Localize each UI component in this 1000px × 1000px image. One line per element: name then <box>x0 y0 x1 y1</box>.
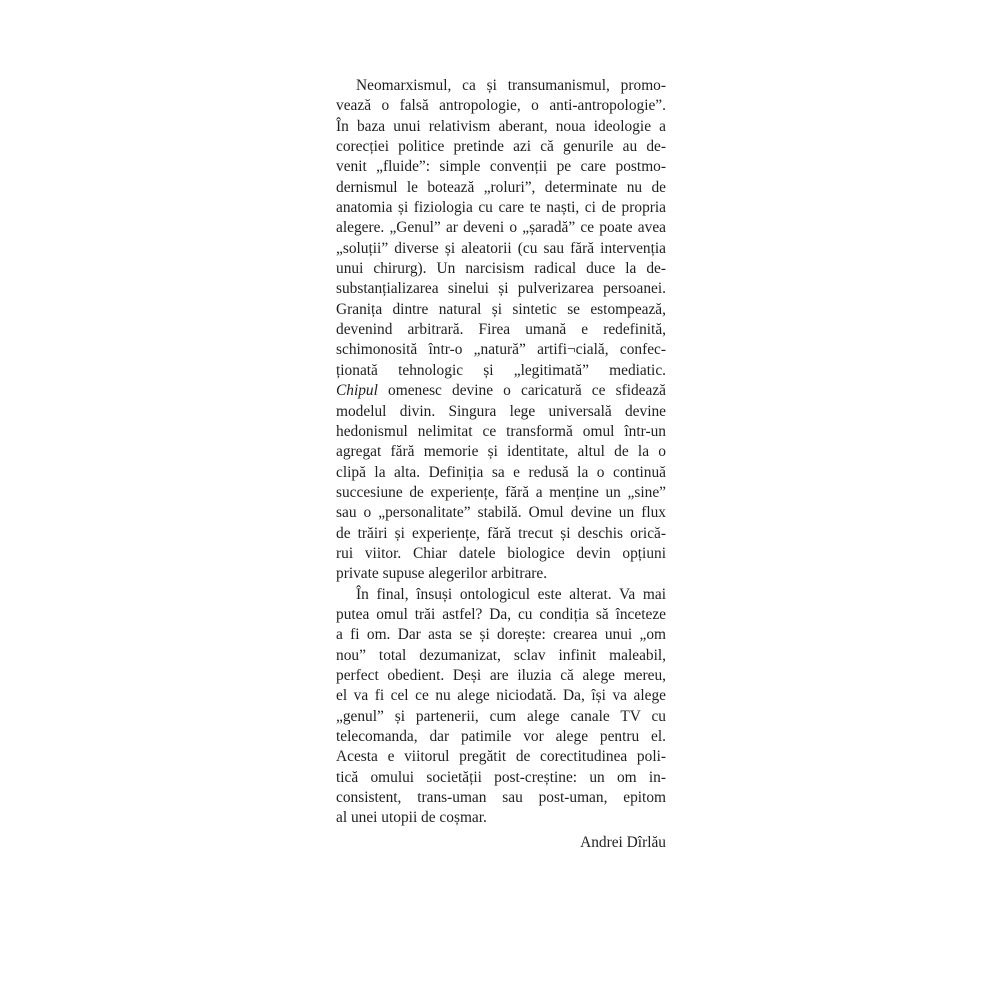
text-line: alegere. „Genul” ar deveni o „șaradă” ce poate avea <box>336 219 666 237</box>
text-line: Acesta e viitorul pregătit de corectitudinea poli- <box>336 748 666 766</box>
text-line: de trăiri și experiențe, fără trecut și deschis orică- <box>336 524 666 542</box>
text-line: a fi om. Dar asta se și dorește: crearea unui „om <box>336 626 666 644</box>
text-line: tică omului societății post-creștine: un om in- <box>336 768 666 786</box>
paragraph-2 <box>336 585 666 829</box>
text-line: dernismul le botează „roluri”, determinate nu de <box>336 178 666 196</box>
blurb-text <box>336 76 666 853</box>
text-line-rest: omenesc devine o caricatură ce sfidează <box>388 382 666 400</box>
text-line: putea omul trăi astfel? Da, cu condiția să înceteze <box>336 605 666 623</box>
text-line: hedonismul nelimitat ce transformă omul într-un <box>336 422 666 440</box>
text-line: el va fi cel ce nu alege niciodată. Da, își va alege <box>336 687 666 705</box>
text-line: perfect obedient. Deși are iluzia că alege mereu, <box>336 666 666 684</box>
text-line: În baza unui relativism aberant, noua ideologie a <box>336 117 666 135</box>
text-line: „soluții” diverse și aleatorii (cu sau fără intervenția <box>336 239 666 257</box>
text-line: corecției politice pretinde azi că genurile au de- <box>336 138 666 156</box>
text-line: anatomia și fiziologia cu care te naști, ci de propria <box>336 199 666 217</box>
paragraph-1 <box>336 76 666 585</box>
text-line-with-italic <box>336 381 666 401</box>
text-line: al unei utopii de coșmar. <box>336 809 487 827</box>
text-line: private supuse alegerilor arbitrare. <box>336 565 548 583</box>
text-line: Granița dintre natural și sintetic se estompează, <box>336 300 666 318</box>
text-line: ționată tehnologic și „legitimată” mediatic. <box>336 361 666 379</box>
text-line: vează o falsă antropologie, o anti-antropologie”. <box>336 97 666 115</box>
text-line: sau o „personalitate” stabilă. Omul devine un flux <box>336 504 666 522</box>
author-signature: Andrei Dîrlău <box>580 833 666 851</box>
text-line: telecomanda, dar patimile vor alege pentru el. <box>336 728 666 745</box>
text-line: „genul” și partenerii, cum alege canale TV cu <box>336 707 666 725</box>
text-line: substanțializarea sinelui și pulverizarea persoanei. <box>336 280 666 298</box>
text-line: agregat fără memorie și identitate, altul de la o <box>336 443 666 461</box>
text-line: Neomarxismul, ca și transumanismul, promo- <box>356 77 666 94</box>
text-line: clipă la alta. Definiția sa e redusă la o continuă <box>336 463 666 481</box>
text-line: rui viitor. Chiar datele biologice devin opțiuni <box>336 544 666 562</box>
text-line: succesiune de experiențe, fără a menține un „sine” <box>336 483 666 501</box>
text-line: consistent, trans-uman sau post-uman, epitom <box>336 789 666 807</box>
text-line: modelul divin. Singura lege universală devine <box>336 402 666 420</box>
text-line: devenind arbitrară. Firea umană e redefinită, <box>336 321 666 339</box>
text-line: În final, însuși ontologicul este alterat. Va mai <box>356 585 666 603</box>
text-line: schimonosită într-o „natură” artifi¬cială, confec- <box>336 341 666 359</box>
italic-word: Chipul <box>336 382 378 400</box>
text-line: unui chirurg). Un narcisism radical duce la de- <box>336 260 666 278</box>
text-line: nou” total dezumanizat, sclav infinit maleabil, <box>336 646 666 664</box>
text-line: venit „fluide”: simple convenții pe care postmo- <box>336 158 666 176</box>
